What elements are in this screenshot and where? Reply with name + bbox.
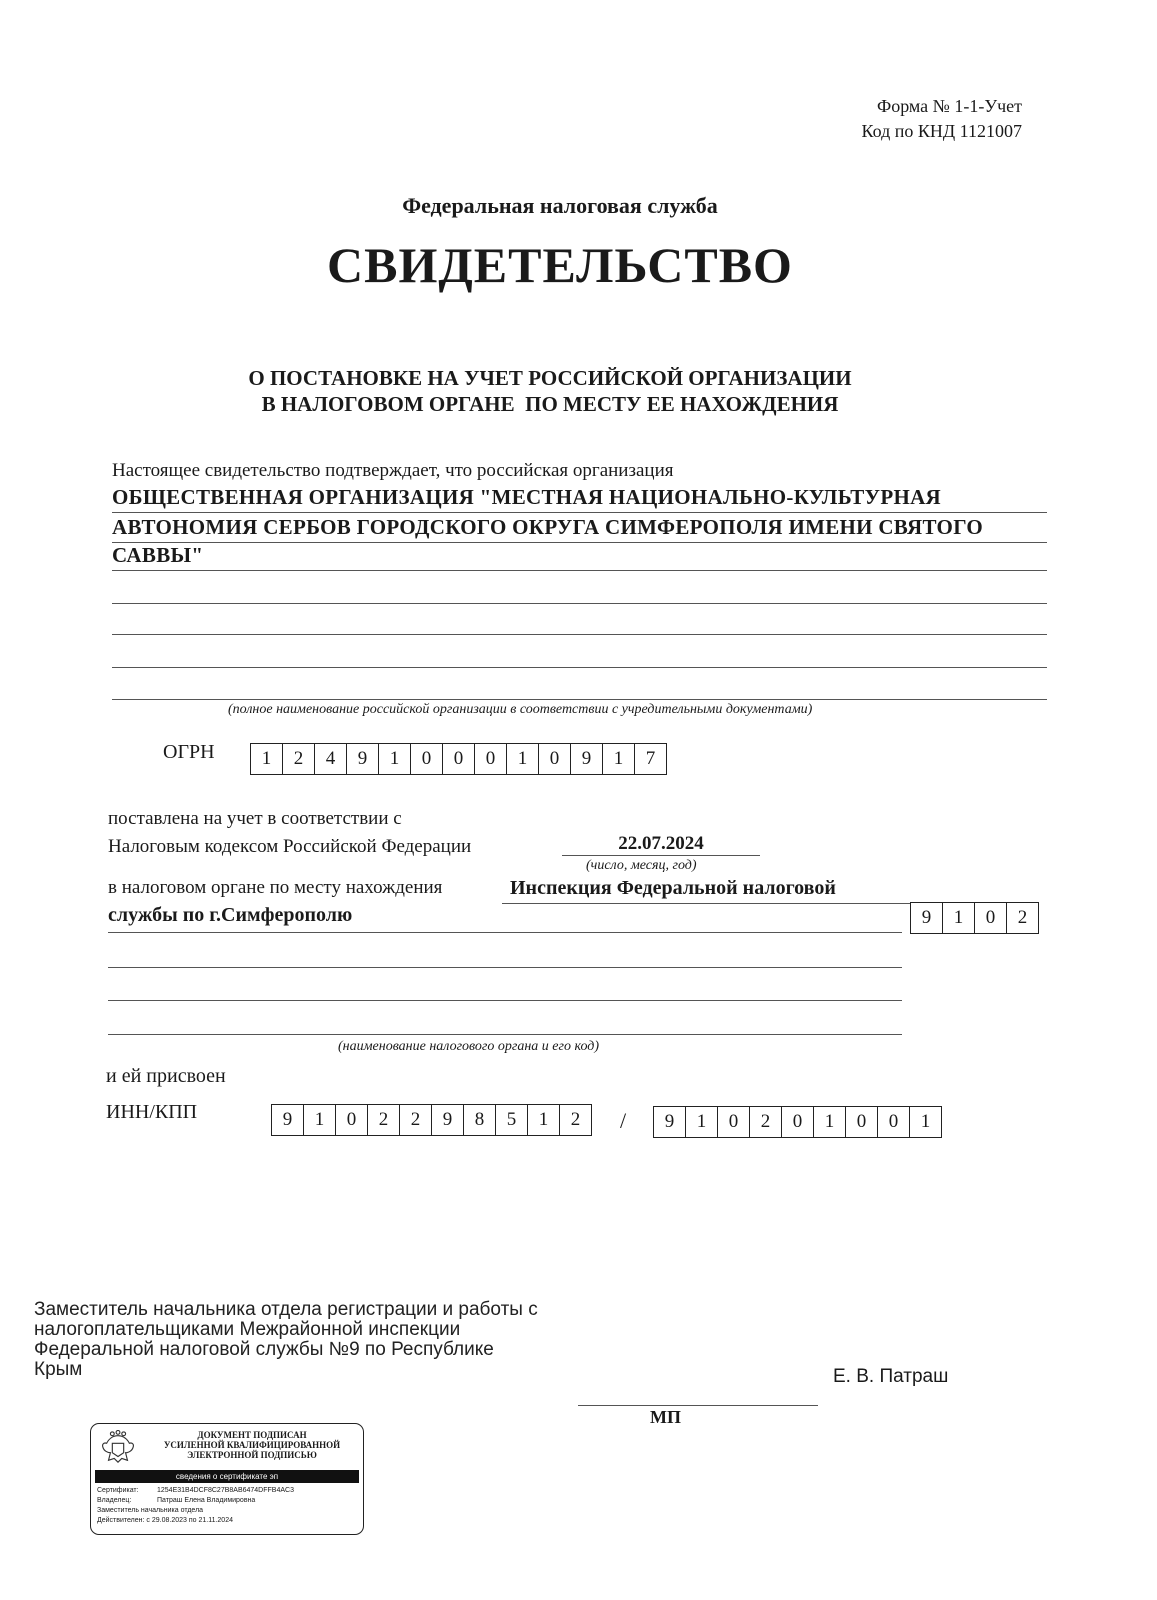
org-name-line-1: ОБЩЕСТВЕННАЯ ОРГАНИЗАЦИЯ "МЕСТНАЯ НАЦИОНАЛЬНО-КУЛЬТУРНАЯ [112,482,1047,513]
kpp-digit: 9 [654,1107,686,1137]
org-name-caption: (полное наименование российской организации в соответствии с учредительными документами) [228,702,813,717]
ogrn-digit: 9 [347,744,379,774]
inn-digit: 9 [272,1105,304,1135]
kpp-digit: 0 [718,1107,750,1137]
signer-line-3: Федеральной налоговой службы №9 по Республике [34,1339,494,1360]
inn-kpp-separator: / [620,1108,627,1133]
intro-text: Настоящее свидетельство подтверждает, что российская организация [112,460,674,481]
kpp-digit: 1 [920,1111,931,1132]
inn-digit: 2 [570,1109,581,1130]
inn-digit: 8 [464,1105,496,1135]
knd-code: Код по КНД 1121007 [861,121,1022,141]
registration-date: 22.07.2024 [562,833,760,856]
kpp-cells [653,1106,942,1138]
blank-line [112,698,1047,700]
kpp-digit: 1 [686,1107,718,1137]
ogrn-label: ОГРН [163,741,215,763]
inn-digit: 2 [400,1105,432,1135]
blank-line [108,1033,902,1035]
registration-text-1: поставлена на учет в соответствии с [108,808,402,829]
ogrn-digit: 1 [507,744,539,774]
blank-line [108,966,902,968]
stamp-heading-line-3: ЭЛЕКТРОННОЙ ПОДПИСЬЮ [187,1450,317,1460]
signer-line-4: Крым [34,1359,83,1380]
ogrn-digit: 2 [283,744,315,774]
ogrn-digit: 1 [379,744,411,774]
ogrn-cells [250,743,667,775]
org-name-line-3: САВВЫ" [112,540,1047,571]
date-caption: (число, месяц, год) [586,858,697,873]
subtitle-line-1: О ПОСТАНОВКЕ НА УЧЕТ РОССИЙСКОЙ ОРГАНИЗАЦИИ [248,366,852,390]
e-signature-stamp [90,1423,364,1535]
coat-of-arms-icon [99,1430,137,1466]
authority-prefix: в налоговом органе по месту нахождения [108,877,443,898]
ogrn-digit: 0 [475,744,507,774]
inn-digit: 1 [528,1105,560,1135]
authority-line-1: Инспекция Федеральной налоговой [502,877,910,904]
ogrn-digit: 1 [251,744,283,774]
signer-name: Е. В. Патраш [833,1366,949,1387]
authority-code-digit: 1 [943,903,975,933]
ogrn-digit: 7 [645,748,656,769]
org-name-line-2: АВТОНОМИЯ СЕРБОВ ГОРОДСКОГО ОКРУГА СИМФЕРОПОЛЯ ИМЕНИ СВЯТОГО [112,512,1047,543]
authority-code-digit: 2 [1017,907,1028,928]
form-number: Форма № 1-1-Учет [876,96,1022,116]
owner-label: Владелец: [97,1497,132,1504]
cert-label: Сертификат: [97,1487,139,1494]
signature-line [578,1405,818,1406]
valid-value: с 29.08.2023 по 21.11.2024 [146,1517,233,1524]
stamp-heading [147,1430,357,1460]
document-title: СВИДЕТЕЛЬСТВО [327,237,793,293]
form-info [862,94,1023,144]
blank-line [108,999,902,1001]
authority-code-cells [910,902,1039,934]
inn-digit: 0 [336,1105,368,1135]
inn-digit: 5 [496,1105,528,1135]
owner-position: Заместитель начальника отдела [97,1507,204,1514]
authority-code-digit: 0 [975,903,1007,933]
kpp-digit: 0 [846,1107,878,1137]
ogrn-digit: 1 [603,744,635,774]
inn-cells [271,1104,592,1136]
kpp-digit: 0 [782,1107,814,1137]
inn-digit: 2 [368,1105,400,1135]
ogrn-digit: 4 [315,744,347,774]
signer-position [34,1300,538,1380]
signer-line-2: налогоплательщиками Межрайонной инспекции [34,1319,461,1340]
inn-digit: 9 [432,1105,464,1135]
assigned-label: и ей присвоен [106,1065,226,1087]
stamp-details [97,1486,294,1526]
subtitle-line-2: В НАЛОГОВОМ ОРГАНЕ ПО МЕСТУ ЕЕ НАХОЖДЕНИЯ [261,392,839,416]
authority-name: Федеральная налоговая служба [402,193,718,218]
stamp-certificate-bar: сведения о сертификате эп [95,1470,359,1483]
authority-caption: (наименование налогового органа и его код) [338,1039,600,1054]
blank-line [112,602,1047,604]
document-subtitle [0,365,1100,417]
kpp-digit: 0 [878,1107,910,1137]
registration-text-2: Налоговым кодексом Российской Федерации [108,836,472,857]
owner-value: Патраш Елена Владимировна [157,1497,256,1504]
blank-line [112,633,1047,635]
ogrn-digit: 0 [443,744,475,774]
ogrn-digit: 0 [411,744,443,774]
kpp-digit: 1 [814,1107,846,1137]
cert-value: 1254E31B4DCF8C27B8AB6474DFFB4AC3 [157,1487,294,1494]
kpp-digit: 2 [750,1107,782,1137]
signer-line-1: Заместитель начальника отдела регистрации и работы с [34,1299,538,1320]
authority-line-2: службы по г.Симферополю [108,904,902,933]
stamp-heading-line-2: УСИЛЕННОЙ КВАЛИФИЦИРОВАННОЙ [163,1440,341,1450]
valid-label: Действителен: [97,1517,145,1524]
seal-placeholder: МП [650,1407,681,1427]
inn-digit: 1 [304,1105,336,1135]
ogrn-digit: 0 [539,744,571,774]
blank-line [112,666,1047,668]
authority-code-digit: 9 [911,903,943,933]
ogrn-digit: 9 [571,744,603,774]
stamp-heading-line-1: ДОКУМЕНТ ПОДПИСАН [197,1430,307,1440]
inn-kpp-label: ИНН/КПП [106,1101,198,1123]
